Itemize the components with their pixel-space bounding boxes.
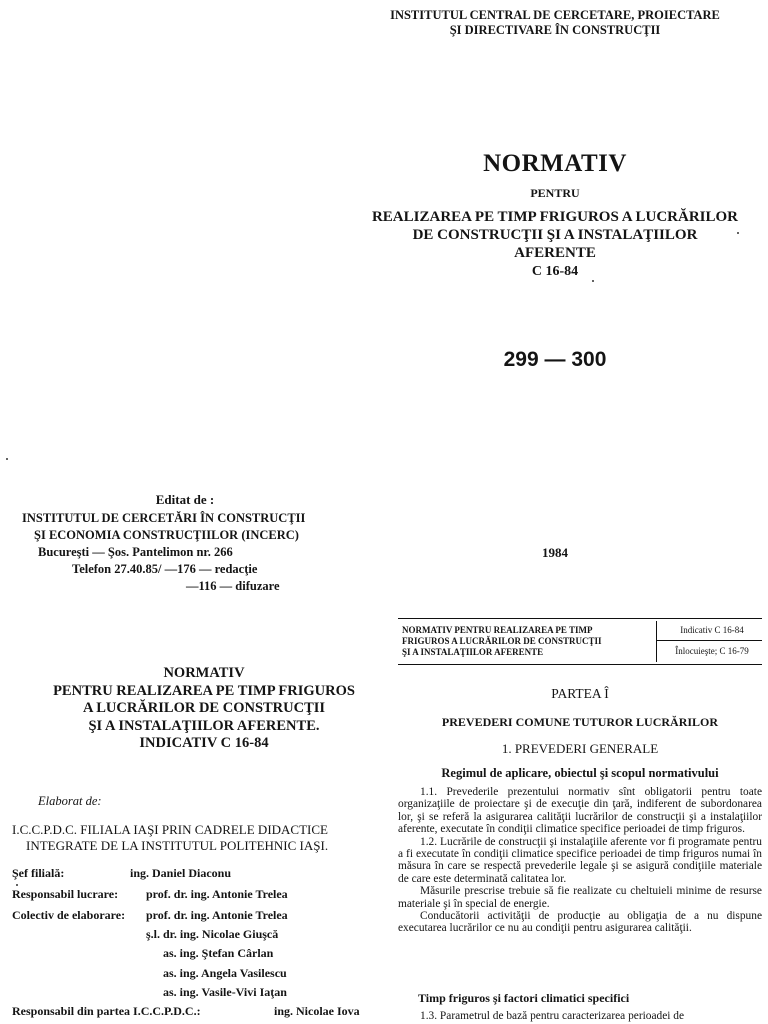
reference-title-line-2: FRIGUROS A LUCRĂRILOR DE CONSTRUCŢII — [402, 636, 602, 646]
paragraph-leaders: Conducătorii activităţii de producţie au obligaţia de a nu dispune executarea lucrărilor ce nu au condiţii pentru asigurarea calităţii. — [398, 910, 762, 935]
credits-row — [12, 985, 392, 1003]
editor-label: Editat de : — [155, 492, 215, 507]
section-title: 1. PREVEDERI GENERALE — [501, 741, 659, 756]
reference-title-line-3: ŞI A INSTALAŢIILOR AFERENTE — [402, 647, 544, 657]
scan-speck — [592, 280, 594, 282]
credits-name: ş.l. dr. ing. Nicolae Giuşcă — [146, 927, 279, 941]
part-title: PREVEDERI COMUNE TUTUROR LUCRĂRILOR — [441, 715, 719, 729]
institute-line-1: INSTITUTUL CENTRAL DE CERCETARE, PROIECTARE — [390, 8, 720, 22]
credits-row — [12, 927, 392, 945]
paragraph-measures: Măsurile prescrise trebuie să fie realizate cu cheltuieli minime de resurse materiale şi în special de energie. — [398, 885, 762, 910]
left-title-line-3: A LUCRĂRILOR DE CONSTRUCŢII — [82, 700, 326, 716]
reference-box — [398, 618, 762, 665]
institute-line-2: ŞI DIRECTIVARE ÎN CONSTRUCŢII — [449, 23, 661, 37]
cover-subtitle-line-3: AFERENTE — [514, 245, 596, 261]
credits-row — [12, 908, 392, 926]
paragraph-1-1: 1.1. Prevederile prezentului normativ sînt obligatorii pentru toate organizaţiile de proiectare şi de execuţie din ţară, indiferent de subordonarea lor, şi se referă la asigurarea calităţii lucrărilor de construcţii şi a instalaţiilor aferente, executate în condiţii climatice specifice perioadei de timp friguros. — [398, 786, 762, 836]
editor-details — [20, 510, 365, 595]
left-title-line-4: ŞI A INSTALAŢIILOR AFERENTE. — [88, 717, 320, 734]
credits-name: as. ing. Vasile-Vivi Iaţan — [163, 985, 287, 999]
subsection-title-2: Timp friguros şi factori climatici specifici — [418, 991, 630, 1005]
credits-role: Colectiv de elaborare: — [12, 908, 126, 922]
editor-line-5: —116 — difuzare — [186, 579, 280, 593]
credits-label: Elaborat de: — [38, 794, 102, 808]
editor-line-4: Telefon 27.40.85/ —176 — redacţie — [72, 562, 258, 576]
reference-replaces: Înlocuieşte; C 16-79 — [675, 646, 749, 656]
editor-line-1: INSTITUTUL DE CERCETĂRI ÎN CONSTRUCŢII — [22, 511, 306, 525]
credits-role: Responsabil lucrare: — [12, 887, 119, 901]
credits-name: prof. dr. ing. Antonie Trelea — [146, 887, 288, 901]
scan-speck — [16, 884, 18, 886]
credits-name: ing. Nicolae Iova — [274, 1004, 360, 1018]
subsection-title-1: Regimul de aplicare, obiectul şi scopul normativului — [441, 766, 719, 780]
credits-row — [12, 866, 392, 884]
credits-row — [12, 1004, 392, 1022]
credits-row — [12, 966, 392, 984]
institute-header — [350, 8, 760, 38]
left-title-line-5: INDICATIV C 16-84 — [139, 735, 269, 751]
scan-speck — [6, 458, 8, 460]
cover-pentru: PENTRU — [530, 186, 580, 200]
reference-separator — [656, 640, 762, 641]
left-title-line-2: PENTRU REALIZAREA PE TIMP FRIGUROS — [53, 682, 355, 699]
credits-org-line-1: I.C.C.P.D.C. FILIALA IAŞI PRIN CADRELE DIDACTICE — [12, 822, 328, 837]
cover-title: NORMATIV — [483, 150, 627, 177]
paragraph-1-3: 1.3. Parametrul de bază pentru caracterizarea perioadei de — [420, 1010, 685, 1022]
cover-subtitle-line-2: DE CONSTRUCŢII ŞI A INSTALAŢIILOR — [412, 227, 698, 243]
credits-role: Şef filială: — [12, 866, 65, 880]
cover-subtitle-line-1: REALIZAREA PE TIMP FRIGUROS A LUCRĂRILOR — [371, 209, 739, 225]
reference-title — [402, 625, 652, 658]
body-text — [398, 786, 762, 935]
left-title-line-1: NORMATIV — [163, 665, 245, 681]
editor-line-3: Bucureşti — Şos. Pantelimon nr. 266 — [38, 545, 233, 559]
part-label: PARTEA Î — [551, 686, 609, 701]
reference-divider — [656, 621, 657, 662]
left-title — [20, 665, 388, 753]
credits-organization — [12, 822, 392, 854]
credits-name: as. ing. Angela Vasilescu — [163, 966, 287, 980]
page-numbers: 299 — 300 — [503, 348, 607, 371]
editor-line-2: ŞI ECONOMIA CONSTRUCŢIILOR (INCERC) — [34, 528, 299, 542]
cover-code: C 16-84 — [531, 264, 579, 279]
credits-name: prof. dr. ing. Antonie Trelea — [146, 908, 288, 922]
reference-indicativ: Indicativ C 16-84 — [680, 625, 744, 635]
cover-subtitle — [350, 208, 760, 262]
credits-name: ing. Daniel Diaconu — [130, 866, 232, 880]
publication-year: 1984 — [542, 545, 568, 560]
credits-role: Responsabil din partea I.C.C.P.D.C.: — [12, 1004, 201, 1018]
paragraph-1-2: 1.2. Lucrările de construcţii şi instalaţiile aferente vor fi programate pentru a fi executate în condiţii climatice specifice perioadei de timp friguros numai în măsura în care se respectă prevederile legale şi se asigură condiţiile materiale de care este determinată calitatea lor. — [398, 835, 762, 885]
credits-org-line-2: INTEGRATE DE LA INSTITUTUL POLITEHNIC IAŞI. — [26, 838, 329, 853]
credits-row — [12, 946, 392, 964]
reference-title-line-1: NORMATIV PENTRU REALIZAREA PE TIMP — [402, 625, 593, 635]
credits-name: as. ing. Ştefan Cârlan — [163, 946, 274, 960]
credits-row — [12, 887, 392, 905]
scan-speck — [737, 232, 739, 234]
